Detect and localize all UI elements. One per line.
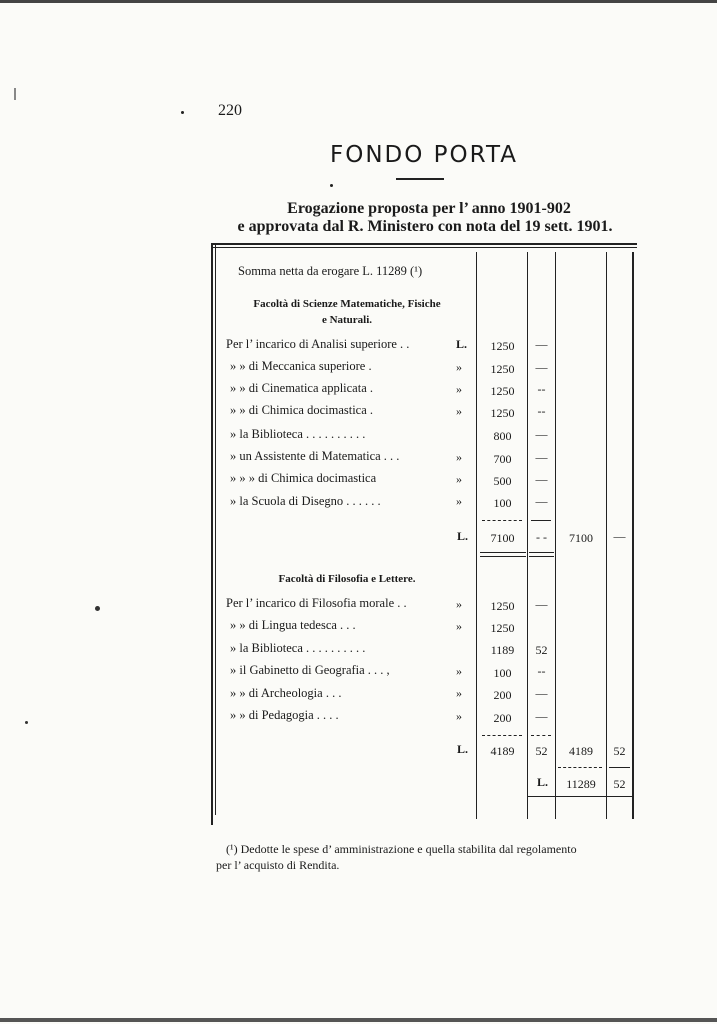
table-right-border — [632, 252, 634, 819]
row-label: » » di Chimica docimastica . — [230, 403, 374, 417]
row-mark: » — [456, 686, 462, 700]
carried-amount: 4189 — [569, 744, 593, 758]
row-label: » » di Pedagogia . . . . — [230, 708, 339, 722]
row-mark: L. — [456, 337, 468, 351]
row-amount: 1250 — [490, 384, 515, 398]
double-rule — [480, 552, 526, 553]
title-rule — [396, 178, 444, 180]
row-amount: 1250 — [490, 362, 515, 376]
carried-amount: 7100 — [569, 531, 593, 545]
scan-edge-top — [0, 0, 717, 3]
scan-speck — [95, 606, 100, 611]
carried-cents: 52 — [613, 744, 626, 758]
total-amount: 4189 — [490, 744, 515, 758]
row-mark: » — [456, 450, 462, 464]
double-rule — [529, 556, 554, 557]
row-mark: » — [456, 404, 462, 418]
row-label: » il Gabinetto di Geografia . . . , — [230, 663, 390, 677]
row-label: » un Assistente di Matematica . . . — [230, 449, 400, 463]
row-cents: 52 — [535, 643, 548, 657]
row-mark: » — [456, 472, 462, 486]
grand-total-mark: L. — [537, 775, 549, 789]
row-cents: — — [535, 709, 548, 723]
page-number: 220 — [218, 102, 242, 119]
row-label: » » di Archeologia . . . — [230, 686, 342, 700]
row-label: » la Biblioteca . . . . . . . . . . — [230, 641, 366, 655]
row-cents: -- — [537, 404, 546, 418]
row-mark: » — [456, 709, 462, 723]
subtotal-rule — [531, 735, 551, 737]
row-cents: -- — [537, 664, 546, 678]
row-amount: 1250 — [490, 406, 515, 420]
table-top-rule — [211, 243, 637, 245]
row-amount: 1189 — [490, 643, 515, 657]
row-amount: 100 — [493, 666, 512, 680]
row-amount: 200 — [493, 688, 512, 702]
table-top-rule-inner — [211, 247, 637, 248]
row-cents: -- — [537, 382, 546, 396]
row-mark: » — [456, 360, 462, 374]
row-amount: 800 — [493, 429, 512, 443]
row-label: » la Biblioteca . . . . . . . . . . — [230, 427, 366, 441]
scan-mark — [14, 88, 16, 100]
row-label: » la Scuola di Disegno . . . . . . — [230, 494, 381, 508]
section1-heading: Facoltà di Scienze Matematiche, Fisiche — [253, 298, 441, 310]
carried-cents: — — [613, 529, 626, 543]
grand-total-cents: 52 — [613, 777, 626, 791]
total-mark: L. — [457, 742, 469, 756]
subtitle-line-1: Erogazione proposta per l’ anno 1901-902 — [287, 200, 571, 217]
row-cents: — — [535, 427, 548, 441]
subtitle-line-2: e approvata dal R. Ministero con nota del 19 sett. 1901. — [237, 218, 613, 235]
footnote-line-2: per l’ acquisto di Rendita. — [216, 858, 340, 872]
row-cents: — — [535, 686, 548, 700]
row-cents: — — [535, 472, 548, 486]
row-mark: » — [456, 664, 462, 678]
total-cents: 52 — [535, 744, 548, 758]
row-amount: 1250 — [490, 621, 515, 635]
grand-total-rule — [558, 767, 602, 769]
row-label: » » » di Chimica docimastica — [230, 471, 377, 485]
row-label: » » di Lingua tedesca . . . — [230, 618, 356, 632]
subtotal-rule — [482, 520, 522, 522]
grand-total-rule — [609, 767, 630, 768]
row-label: » » di Meccanica superiore . — [230, 359, 372, 373]
row-cents: — — [535, 337, 548, 351]
grand-total-bottom-rule — [527, 796, 634, 797]
row-cents: — — [535, 597, 548, 611]
row-mark: » — [456, 494, 462, 508]
table-left-border-inner — [215, 245, 216, 815]
margin-dot — [181, 111, 184, 114]
row-cents: — — [535, 450, 548, 464]
table-left-border — [211, 245, 213, 825]
row-amount: 700 — [493, 452, 512, 466]
col-divider-total — [555, 252, 556, 819]
row-mark: » — [456, 619, 462, 633]
subtotal-rule — [482, 735, 522, 737]
row-mark: » — [456, 597, 462, 611]
double-rule — [529, 552, 554, 553]
scan-speck — [25, 721, 28, 724]
row-amount: 1250 — [490, 339, 515, 353]
section2-heading: Facoltà di Filosofia e Lettere. — [278, 573, 416, 585]
total-cents: - - — [536, 530, 547, 544]
row-label: Per l’ incarico di Filosofia morale . . — [226, 596, 407, 610]
page-title: FONDO PORTA — [330, 142, 518, 168]
row-amount: 500 — [493, 474, 512, 488]
row-amount: 1250 — [490, 599, 515, 613]
subtotal-rule — [531, 520, 551, 521]
total-amount: 7100 — [490, 531, 515, 545]
scan-edge-bottom — [0, 1018, 717, 1022]
row-amount: 200 — [493, 711, 512, 725]
row-mark: » — [456, 382, 462, 396]
row-label: Per l’ incarico di Analisi superiore . . — [226, 337, 410, 351]
title-dot — [330, 184, 333, 187]
col-divider-cents — [527, 252, 528, 819]
row-label: » » di Cinematica applicata . — [230, 381, 374, 395]
row-cents: — — [535, 494, 548, 508]
col-divider-amount — [476, 252, 477, 819]
footnote-line-1: (¹) Dedotte le spese d’ amministrazione e quella stabilita dal regolamento — [226, 842, 577, 856]
row-cents: — — [535, 360, 548, 374]
intro-line: Somma netta da erogare L. 11289 (¹) — [238, 264, 423, 278]
double-rule — [480, 556, 526, 557]
total-mark: L. — [457, 529, 469, 543]
grand-total-amount: 11289 — [566, 777, 596, 791]
row-amount: 100 — [493, 496, 512, 510]
section1-heading-cont: e Naturali. — [321, 314, 373, 326]
